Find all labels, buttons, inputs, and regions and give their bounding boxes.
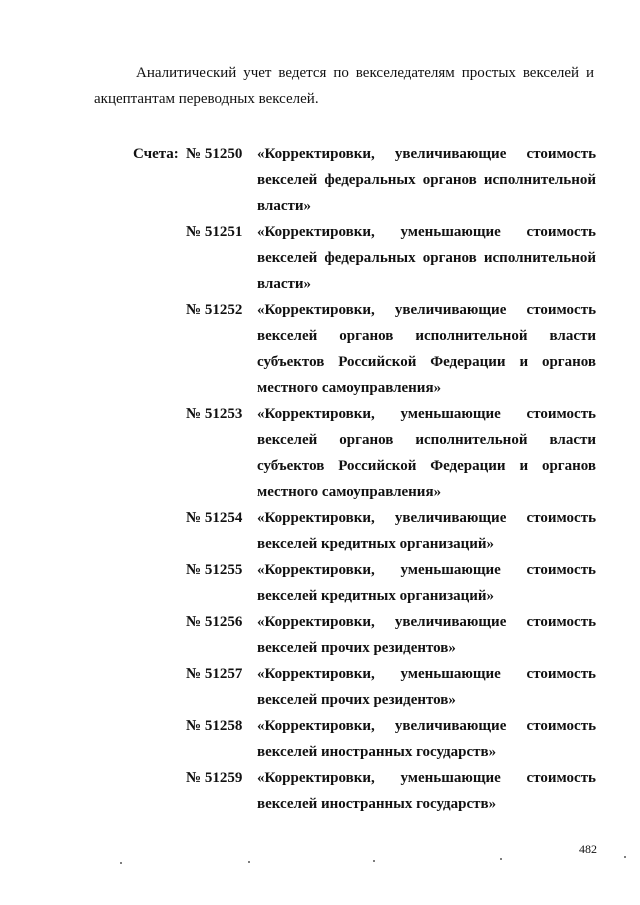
account-entry (186, 661, 596, 713)
account-description (257, 219, 596, 297)
accounts-label: Счета: (133, 146, 179, 162)
account-description (257, 141, 596, 219)
account-description (257, 661, 596, 713)
account-number: № 51256 (186, 614, 243, 630)
account-description-line: векселей органов исполнительной власти (257, 432, 596, 448)
account-description-line: местного самоуправления» (257, 380, 442, 396)
account-description-line: власти» (257, 198, 311, 214)
account-description-line: «Корректировки, увеличивающие стоимость (257, 510, 596, 526)
account-description-line: «Корректировки, уменьшающие стоимость (257, 770, 596, 786)
account-entry (186, 609, 596, 661)
account-number: № 51252 (186, 302, 243, 318)
account-number: № 51255 (186, 562, 243, 578)
intro-line-1: Аналитический учет ведется по векселедателям простых векселей и (136, 65, 594, 81)
scan-speck (248, 861, 250, 863)
account-entry (186, 505, 596, 557)
account-description (257, 609, 596, 661)
account-number: № 51254 (186, 510, 243, 526)
account-description-line: «Корректировки, уменьшающие стоимость (257, 666, 596, 682)
account-description-line: субъектов Российской Федерации и органов (257, 458, 596, 474)
account-number: № 51257 (186, 666, 243, 682)
account-description-line: местного самоуправления» (257, 484, 442, 500)
account-description-line: «Корректировки, увеличивающие стоимость (257, 146, 596, 162)
account-description (257, 713, 596, 765)
account-description-line: векселей кредитных организаций» (257, 536, 495, 552)
account-list (186, 141, 596, 817)
account-description-line: векселей прочих резидентов» (257, 692, 456, 708)
account-number: № 51258 (186, 718, 243, 734)
account-description-line: векселей федеральных органов исполнительной (257, 172, 596, 188)
account-number: № 51259 (186, 770, 243, 786)
account-description (257, 765, 596, 817)
account-description-line: векселей иностранных государств» (257, 796, 497, 812)
scan-speck (373, 860, 375, 862)
account-description-line: «Корректировки, уменьшающие стоимость (257, 224, 596, 240)
intro-paragraph (94, 60, 594, 112)
scan-speck (500, 858, 502, 860)
account-entry (186, 297, 596, 401)
account-description-line: власти» (257, 276, 311, 292)
account-entry (186, 557, 596, 609)
account-description-line: «Корректировки, увеличивающие стоимость (257, 614, 596, 630)
account-description (257, 557, 596, 609)
account-description (257, 505, 596, 557)
account-description-line: «Корректировки, уменьшающие стоимость (257, 406, 596, 422)
account-entry (186, 401, 596, 505)
account-description-line: субъектов Российской Федерации и органов (257, 354, 596, 370)
scan-speck (120, 862, 122, 864)
page-number: 482 (579, 842, 597, 856)
account-description-line: векселей кредитных организаций» (257, 588, 495, 604)
account-description (257, 401, 596, 505)
account-description-line: «Корректировки, увеличивающие стоимость (257, 718, 596, 734)
account-description (257, 297, 596, 401)
account-entry (186, 713, 596, 765)
account-description-line: «Корректировки, уменьшающие стоимость (257, 562, 596, 578)
account-description-line: векселей прочих резидентов» (257, 640, 456, 656)
account-entry (186, 219, 596, 297)
account-description-line: «Корректировки, увеличивающие стоимость (257, 302, 596, 318)
account-description-line: векселей иностранных государств» (257, 744, 497, 760)
account-entry (186, 765, 596, 817)
account-description-line: векселей федеральных органов исполнительной (257, 250, 596, 266)
account-description-line: векселей органов исполнительной власти (257, 328, 596, 344)
account-number: № 51250 (186, 146, 243, 162)
account-number: № 51251 (186, 224, 243, 240)
intro-line-2: акцептантам переводных векселей. (94, 91, 319, 107)
scan-speck (624, 856, 626, 858)
account-number: № 51253 (186, 406, 243, 422)
account-entry (186, 141, 596, 219)
